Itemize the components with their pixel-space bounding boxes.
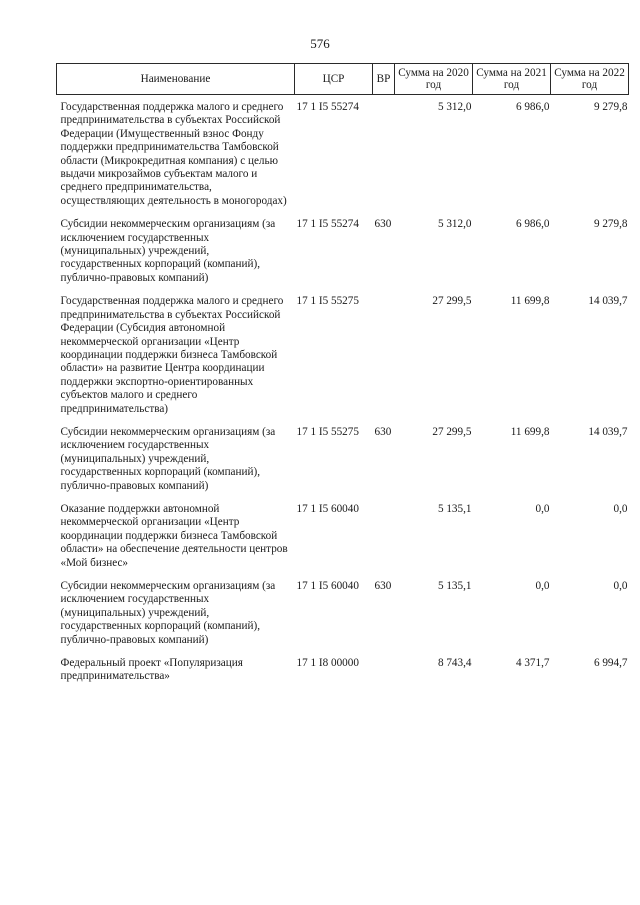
row-sum-2020: 5 135,1 <box>437 502 472 515</box>
row-sum-2020: 27 299,5 <box>432 425 472 438</box>
row-vr: 630 <box>374 218 392 231</box>
row-csr: 17 1 I5 55275 <box>296 425 359 438</box>
row-sum-2022: 6 994,7 <box>593 657 628 670</box>
row-vr <box>373 503 395 580</box>
row-sum-2022: 14 039,7 <box>588 425 628 438</box>
row-sum-2021: 6 986,0 <box>515 101 550 113</box>
row-sum-2020: 5 135,1 <box>437 580 472 592</box>
table-row <box>57 503 629 580</box>
row-name: Государственная поддержка малого и среднего предпринимательства в субъектах Российской Федерации (Имущественный взнос Фонду поддержки предпринимательства Тамбовской области (Микрокредитная компания) с целью выдачи микрозаймов субъектам малого и среднего предпринимательства, осуществляющих деятельность в моногородах) <box>60 101 287 207</box>
row-sum-2022: 9 279,8 <box>593 218 628 231</box>
row-name: Субсидии некоммерческим организациям (за исключением государственных (муниципальных) учреждений, государственных корпораций (компаний), публично-правовых компаний) <box>60 425 276 492</box>
row-name: Субсидии некоммерческим организациям (за исключением государственных (муниципальных) учреждений, государственных корпораций (компаний), публично-правовых компаний) <box>60 218 276 284</box>
row-csr: 17 1 I5 60040 <box>296 580 359 592</box>
row-csr: 17 1 I5 55274 <box>296 101 359 113</box>
header-vr: ВР <box>373 64 395 95</box>
row-sum-2020: 27 299,5 <box>432 295 472 308</box>
row-vr: 630 <box>374 580 392 592</box>
row-sum-2022: 0,0 <box>613 580 628 592</box>
row-csr: 17 1 I5 60040 <box>296 502 359 515</box>
row-name: Оказание поддержки автономной некоммерческой организации «Центр координации поддержки бизнеса Тамбовской области» на обеспечение деятельности центров «Мой бизнес» <box>60 502 288 569</box>
header-sum-2020: Сумма на 2020 год <box>395 64 473 95</box>
row-sum-2021: 0,0 <box>535 580 550 592</box>
row-sum-2020: 8 743,4 <box>437 657 472 670</box>
row-csr: 17 1 I8 00000 <box>296 657 359 670</box>
row-vr <box>373 657 395 694</box>
row-sum-2021: 0,0 <box>535 502 550 515</box>
row-vr <box>373 295 395 426</box>
table-row <box>57 657 629 694</box>
table-row <box>57 295 629 426</box>
page-number: 576 <box>310 36 330 51</box>
row-vr: 630 <box>374 425 392 438</box>
header-sum-2022: Сумма на 2022 год <box>551 64 629 95</box>
row-csr: 17 1 I5 55275 <box>296 295 359 308</box>
row-sum-2022: 0,0 <box>613 502 628 515</box>
row-sum-2021: 11 699,8 <box>510 295 550 308</box>
header-csr: ЦСР <box>295 64 373 95</box>
header-sum-2021: Сумма на 2021 год <box>473 64 551 95</box>
table-row <box>57 218 629 295</box>
header-name: Наименование <box>57 64 295 95</box>
row-sum-2022: 14 039,7 <box>588 295 628 308</box>
row-sum-2021: 11 699,8 <box>510 425 550 438</box>
table-row <box>57 95 629 219</box>
row-name: Субсидии некоммерческим организациям (за исключением государственных (муниципальных) учреждений, государственных корпораций (компаний), публично-правовых компаний) <box>60 580 276 646</box>
row-vr <box>373 95 395 219</box>
row-name: Государственная поддержка малого и среднего предпринимательства в субъектах Российской Федерации (Субсидия автономной некоммерческой организации «Центр координации поддержки бизнеса Тамбовской области» на развитие Центра координации поддержки экспортно-ориентированных субъектов малого и среднего предпринимательства) <box>60 295 284 415</box>
table-header-row <box>57 64 629 95</box>
row-csr: 17 1 I5 55274 <box>296 218 359 231</box>
row-sum-2021: 6 986,0 <box>515 218 550 231</box>
table-row <box>57 426 629 503</box>
row-sum-2022: 9 279,8 <box>593 101 628 113</box>
row-sum-2020: 5 312,0 <box>437 101 472 113</box>
row-sum-2020: 5 312,0 <box>437 218 472 231</box>
budget-table <box>56 63 629 694</box>
table-row <box>57 580 629 657</box>
row-sum-2021: 4 371,7 <box>515 657 550 670</box>
row-name: Федеральный проект «Популяризация предпринимательства» <box>60 657 243 683</box>
